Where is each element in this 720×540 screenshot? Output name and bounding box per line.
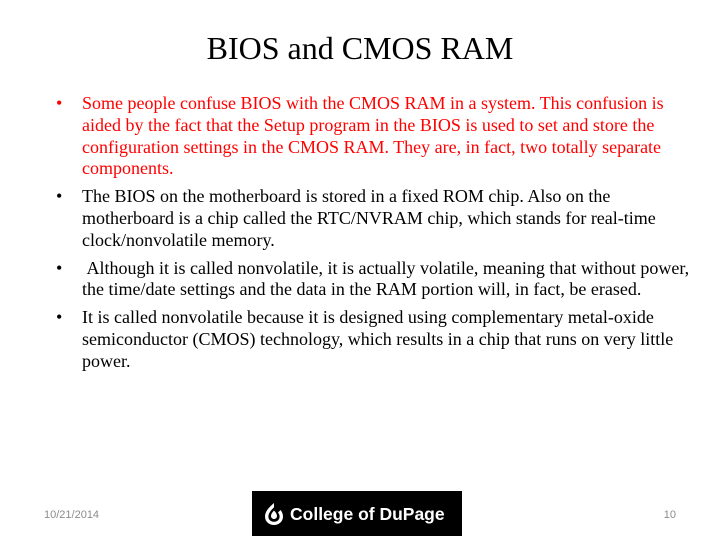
bullet-list [56,93,696,379]
slide-title: BIOS and CMOS RAM [206,30,514,66]
bullet-dot: • [56,186,63,207]
footer-date: 10/21/2014 [44,509,100,521]
college-of-dupage-logo-icon [252,491,462,536]
bullet-dot: • [56,93,63,113]
bullet-item [56,186,696,251]
bullet-item [56,93,696,180]
logo-text: College of DuPage [290,504,445,524]
bullet-text: The BIOS on the motherboard is stored in a fixed ROM chip. Also on the motherboard is a chip called the RTC/NVRAM chip, which stands for real-time clock/nonvolatile memory. [82,186,656,250]
bullet-item [56,307,696,372]
bullet-text: Although it is called nonvolatile, it is actually volatile, meaning that without power, the time/date settings and the data in the RAM portion will, in fact, be erased. [82,257,694,300]
college-logo [252,491,462,536]
bullet-text: It is called nonvolatile because it is designed using complementary metal-oxide semiconductor (CMOS) technology, which results in a chip that runs on very little power. [82,307,674,371]
bullet-item [56,258,696,302]
bullet-dot: • [56,257,63,278]
bullet-dot: • [56,307,63,328]
page-number: 10 [663,509,676,521]
bullet-text: Some people confuse BIOS with the CMOS RAM in a system. This confusion is aided by the fact that the Setup program in the BIOS is used to set and store the configuration settings in the CMOS RAM. They are, in fact, two totally separate components. [82,93,664,179]
